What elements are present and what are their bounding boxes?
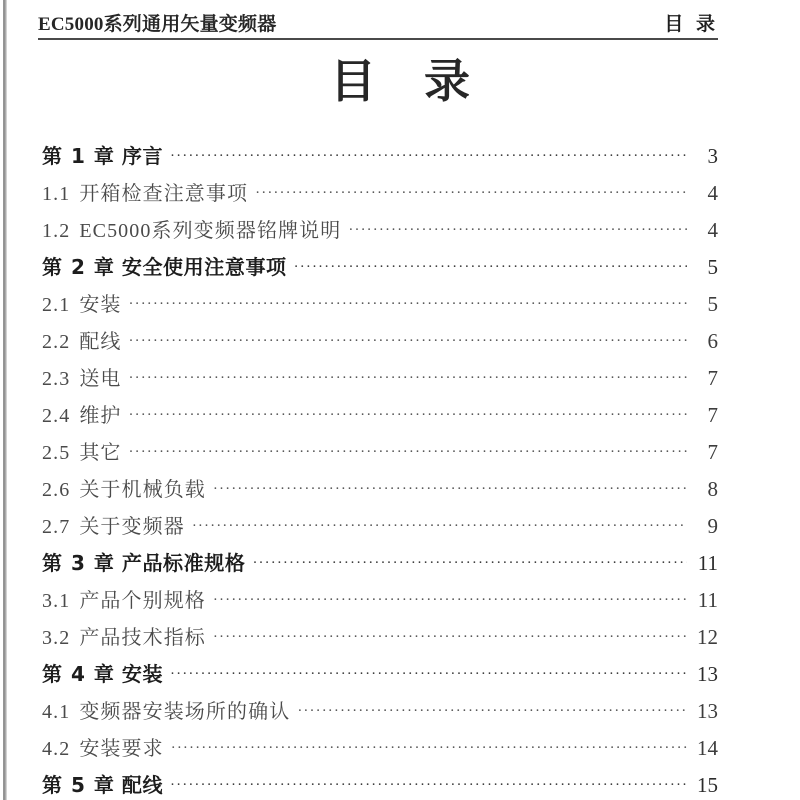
toc-entry-title: 产品技术指标: [79, 627, 206, 649]
toc-entry-page-number: 7: [707, 366, 718, 390]
toc-leader-dots: [170, 149, 687, 165]
toc-entry-page-number: 4: [707, 181, 718, 205]
toc-leader-dots: [348, 223, 687, 239]
toc-entry-title: 安装: [79, 294, 122, 316]
toc-entry-label: [42, 732, 169, 761]
toc-entry-number: 第 4 章: [42, 662, 115, 686]
toc-leader-dots: [255, 186, 687, 202]
toc-entry-page-number: 7: [707, 403, 718, 427]
toc-entry-page-number: 8: [707, 477, 718, 501]
toc-leader-dots: [129, 408, 687, 424]
toc-entry[interactable]: [42, 510, 718, 547]
toc-entry-page-number: 11: [697, 588, 718, 612]
toc-entry-title: 维护: [79, 405, 122, 427]
page-title: 目 录: [329, 54, 486, 108]
toc-entry-number: 2.6: [42, 479, 71, 501]
toc-entry-number: 1.2: [42, 220, 71, 242]
toc-entry-title: EC5000系列变频器铭牌说明: [79, 220, 342, 242]
toc-entry[interactable]: [42, 769, 718, 800]
toc-entry-number: 4.1: [42, 701, 71, 723]
toc-entry[interactable]: [42, 695, 718, 732]
toc-entry-title: 序言: [121, 144, 164, 168]
toc-leader-dots: [213, 593, 687, 609]
toc-entry-label: [42, 510, 190, 539]
toc-entry-title: 配线: [121, 773, 164, 797]
toc-entry[interactable]: [42, 288, 718, 325]
toc-entry-page-number: 5: [707, 292, 718, 316]
toc-entry-label: [42, 399, 127, 428]
toc-entry-label: [42, 695, 295, 724]
toc-entry-page-number: 12: [697, 625, 718, 649]
toc-entry-label: [42, 325, 127, 354]
toc-entry-number: 2.3: [42, 368, 71, 390]
toc-entry[interactable]: [42, 177, 718, 214]
toc-entry-number: 2.4: [42, 405, 71, 427]
toc-leader-dots: [294, 260, 687, 276]
toc-leader-dots: [192, 519, 687, 535]
toc-entry[interactable]: [42, 658, 718, 695]
toc-entry-number: 2.1: [42, 294, 71, 316]
toc-entry-label: [42, 473, 211, 502]
toc-entry-number: 第 2 章: [42, 255, 115, 279]
toc-entry-number: 3.2: [42, 627, 71, 649]
toc-entry[interactable]: [42, 140, 718, 177]
running-header: [38, 9, 718, 37]
toc-leader-dots: [171, 741, 687, 757]
toc-leader-dots: [252, 556, 687, 572]
toc-entry-title: 产品个别规格: [79, 590, 206, 612]
toc-leader-dots: [170, 778, 687, 794]
toc-entry-label: [42, 362, 127, 391]
toc-entry-number: 2.7: [42, 516, 71, 538]
toc-entry-number: 3.1: [42, 590, 71, 612]
toc-entry[interactable]: [42, 362, 718, 399]
toc-entry-number: 1.1: [42, 183, 71, 205]
toc-entry[interactable]: [42, 251, 718, 288]
toc-entry-number: 2.5: [42, 442, 71, 464]
toc-leader-dots: [129, 371, 687, 387]
toc-entry[interactable]: [42, 584, 718, 621]
toc-entry-label: [42, 214, 346, 243]
toc-entry-page-number: 7: [707, 440, 718, 464]
toc-entry[interactable]: [42, 732, 718, 769]
toc-entry[interactable]: [42, 473, 718, 510]
toc-entry-title: 变频器安装场所的确认: [79, 701, 291, 723]
toc-entry-title: 安全使用注意事项: [121, 255, 287, 279]
toc-entry-title: 其它: [79, 442, 122, 464]
toc-entry-title: 送电: [79, 368, 122, 390]
toc-leader-dots: [213, 630, 687, 646]
toc-entry-page-number: 13: [697, 662, 718, 686]
toc-entry[interactable]: [42, 547, 718, 584]
header-product-name: EC5000系列通用矢量变频器: [38, 14, 277, 35]
toc-entry-label: [42, 140, 168, 169]
toc-entry-number: 2.2: [42, 331, 71, 353]
toc-entry-title: 产品标准规格: [121, 551, 246, 575]
toc-entry-title: 安装: [121, 662, 164, 686]
scan-edge-artifact: [3, 0, 7, 800]
toc-leader-dots: [213, 482, 687, 498]
toc-leader-dots: [129, 334, 687, 350]
toc-entry[interactable]: [42, 214, 718, 251]
toc-leader-dots: [297, 704, 687, 720]
table-of-contents: [42, 140, 718, 800]
toc-entry-label: [42, 251, 292, 280]
toc-entry-label: [42, 658, 168, 687]
toc-entry[interactable]: [42, 399, 718, 436]
header-section-name: 目 录: [664, 13, 718, 35]
toc-entry-page-number: 3: [707, 144, 718, 168]
toc-entry-number: 第 3 章: [42, 551, 115, 575]
toc-entry-title: 配线: [79, 331, 122, 353]
toc-entry-page-number: 4: [707, 218, 718, 242]
toc-entry-number: 4.2: [42, 738, 71, 760]
toc-entry-label: [42, 288, 127, 317]
toc-entry-page-number: 11: [697, 551, 718, 575]
toc-entry-page-number: 13: [697, 699, 718, 723]
toc-entry-page-number: 6: [707, 329, 718, 353]
toc-leader-dots: [170, 667, 687, 683]
toc-entry[interactable]: [42, 621, 718, 658]
toc-entry[interactable]: [42, 325, 718, 362]
toc-entry-title: 关于变频器: [79, 516, 185, 538]
toc-entry-label: [42, 584, 211, 613]
toc-entry-page-number: 15: [697, 773, 718, 797]
toc-entry-page-number: 14: [697, 736, 718, 760]
toc-entry-page-number: 5: [707, 255, 718, 279]
toc-entry-title: 开箱检查注意事项: [79, 183, 249, 205]
toc-leader-dots: [129, 445, 687, 461]
toc-entry-label: [42, 177, 253, 206]
toc-entry[interactable]: [42, 436, 718, 473]
header-rule: [38, 38, 718, 40]
toc-entry-label: [42, 769, 168, 798]
toc-entry-title: 安装要求: [79, 738, 164, 760]
toc-entry-label: [42, 436, 127, 465]
toc-entry-label: [42, 547, 250, 576]
toc-entry-number: 第 1 章: [42, 144, 115, 168]
toc-entry-title: 关于机械负载: [79, 479, 206, 501]
toc-entry-label: [42, 621, 211, 650]
toc-leader-dots: [129, 297, 687, 313]
toc-entry-page-number: 9: [707, 514, 718, 538]
toc-entry-number: 第 5 章: [42, 773, 115, 797]
